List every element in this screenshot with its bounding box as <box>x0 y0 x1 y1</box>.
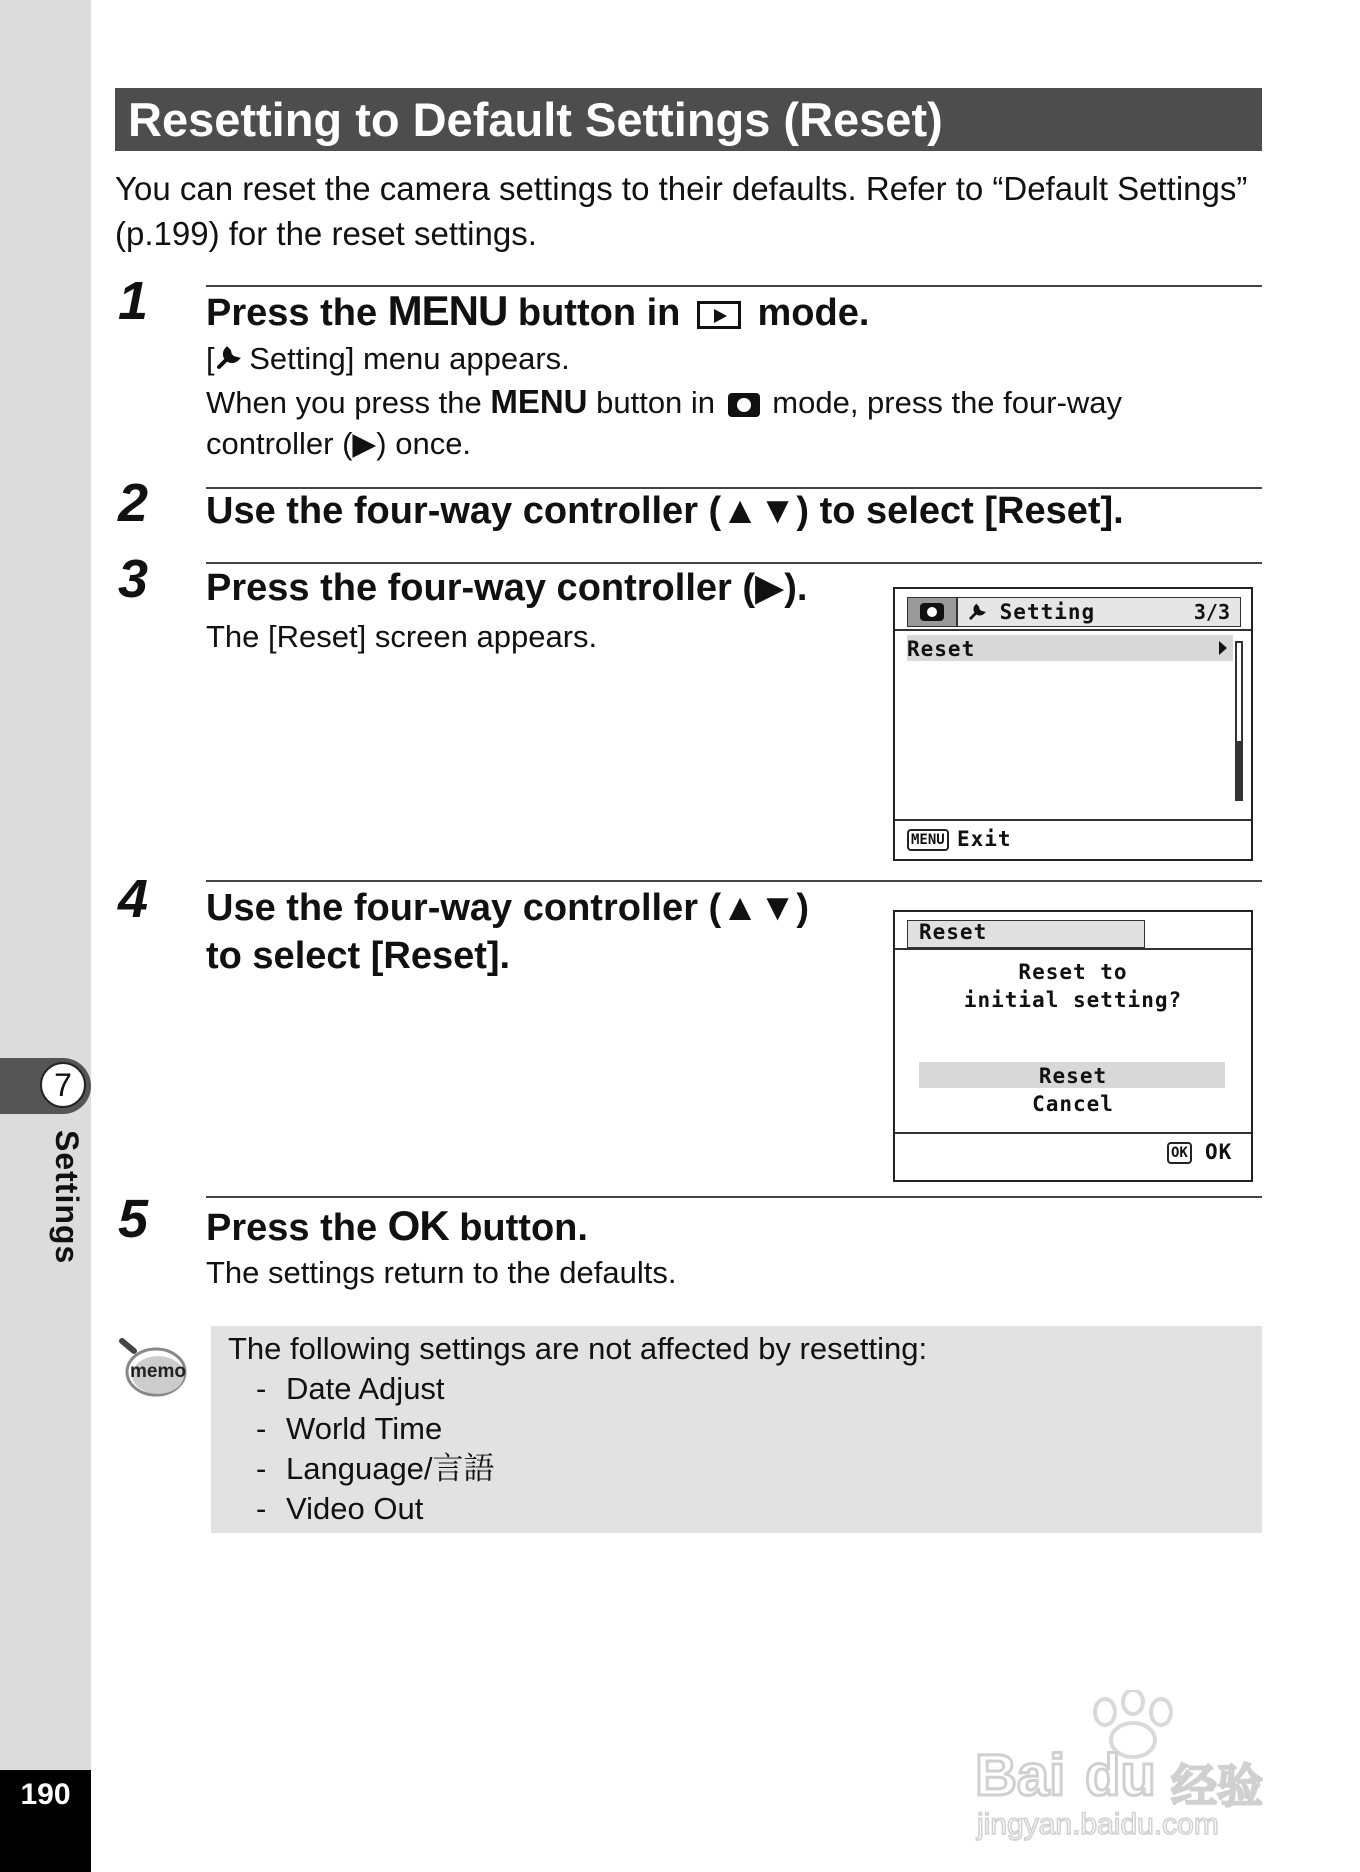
step-3-heading: Press the four-way controller (▶). <box>206 567 808 609</box>
cancel-option-button[interactable]: Cancel <box>1032 1092 1114 1116</box>
step-1-heading-text: button in <box>507 292 691 334</box>
reset-prompt-line-2: initial setting? <box>963 988 1183 1012</box>
chapter-sidebar <box>0 0 91 1872</box>
memo-list-item: - World Time <box>228 1409 927 1449</box>
watermark-du: du <box>1085 1743 1156 1808</box>
menu-scrollbar <box>1235 641 1243 801</box>
step-1-line-3: controller (▶) once. <box>206 426 472 462</box>
menu-item-reset-label: Reset <box>907 637 976 661</box>
setting-menu-screen <box>893 587 1253 861</box>
step-4-heading-line-1: Use the four-way controller (▲▼) <box>206 887 810 929</box>
step-1-body <box>206 338 1122 464</box>
step-3-body: The [Reset] screen appears. <box>206 619 598 654</box>
reset-prompt-line-1: Reset to <box>1018 960 1128 984</box>
exit-label: Exit <box>957 827 1012 851</box>
step-1-heading-text: mode. <box>746 292 870 334</box>
step-1-heading-text: Press the <box>206 292 388 334</box>
screen-divider <box>895 1132 1251 1134</box>
step-4-heading-line-2: to select [Reset]. <box>206 935 511 977</box>
memo-icon <box>118 1337 188 1401</box>
menu-page-indicator: 3/3 <box>1193 600 1230 624</box>
camera-icon <box>920 603 944 621</box>
setting-tab-label: Setting <box>999 600 1096 624</box>
page-number: 190 <box>20 1778 71 1811</box>
step-5-body: The settings return to the defaults. <box>206 1255 677 1290</box>
intro-paragraph: You can reset the camera settings to their defaults. Refer to “Default Settings” (p.199) for the reset settings. <box>115 170 1248 252</box>
menu-key-icon: MENU <box>907 829 949 851</box>
text-fragment: Setting] menu appears. <box>240 341 570 376</box>
step-5-heading-text: button. <box>448 1207 588 1249</box>
text-fragment: When you press the <box>206 385 491 421</box>
setting-tab <box>968 600 1095 624</box>
step-5-heading-text: Press the <box>206 1207 388 1249</box>
text-fragment: button in <box>587 385 724 421</box>
text-fragment: [ <box>206 341 215 376</box>
watermark-url: jingyan.baidu.com <box>977 1808 1219 1841</box>
wrench-icon <box>215 340 241 381</box>
baidu-watermark <box>975 1690 1295 1840</box>
ok-keyword: OK <box>387 1202 449 1249</box>
text-fragment: mode, press the four-way <box>763 385 1123 421</box>
chevron-right-icon <box>1219 641 1227 655</box>
step-number-5: 5 <box>118 1189 149 1249</box>
step-number-3: 3 <box>118 549 149 609</box>
step-1-line-2 <box>206 381 1122 423</box>
page-title: Resetting to Default Settings (Reset) <box>128 93 943 146</box>
memo-list-item: - Date Adjust <box>228 1369 927 1409</box>
chapter-number: 7 <box>40 1062 86 1108</box>
memo-content <box>228 1329 927 1529</box>
reset-option-label: Reset <box>1038 1064 1108 1088</box>
wrench-icon <box>968 603 986 621</box>
memo-intro: The following settings are not affected by resetting: <box>228 1331 928 1366</box>
screen-divider <box>895 819 1251 821</box>
step-5-heading <box>206 1202 588 1250</box>
step-number-1: 1 <box>118 271 149 331</box>
screen-divider <box>895 948 1251 950</box>
step-divider <box>206 487 1262 489</box>
menu-tab-row <box>907 597 1241 627</box>
step-1-line-1 <box>206 338 1122 381</box>
camera-icon <box>728 393 760 417</box>
chapter-label: Settings <box>49 1130 85 1265</box>
step-number-4: 4 <box>118 869 149 929</box>
menu-keyword: MENU <box>387 287 508 334</box>
watermark-bai: Bai <box>975 1743 1066 1808</box>
step-1-heading <box>206 287 869 335</box>
step-number-2: 2 <box>118 473 149 533</box>
reset-header-label: Reset <box>919 920 988 944</box>
step-divider <box>206 880 1262 882</box>
camera-tab <box>908 598 958 626</box>
menu-keyword: MENU <box>490 383 588 421</box>
watermark-jingyan: 经验 <box>1171 1760 1263 1812</box>
reset-confirm-screen <box>893 910 1253 1182</box>
memo-icon-label: memo <box>130 1361 186 1382</box>
memo-list-item: - Language/言語 <box>228 1449 927 1489</box>
ok-label: OK <box>1205 1140 1233 1164</box>
memo-list <box>228 1369 927 1529</box>
ok-key-icon: OK <box>1167 1142 1192 1164</box>
step-divider <box>206 1196 1262 1198</box>
screen-divider <box>895 629 1251 631</box>
playback-mode-icon <box>697 301 741 329</box>
step-divider <box>206 562 1262 564</box>
step-4-heading <box>206 884 809 980</box>
memo-list-item: - Video Out <box>228 1489 927 1529</box>
step-2-heading: Use the four-way controller (▲▼) to select [Reset]. <box>206 490 1124 532</box>
